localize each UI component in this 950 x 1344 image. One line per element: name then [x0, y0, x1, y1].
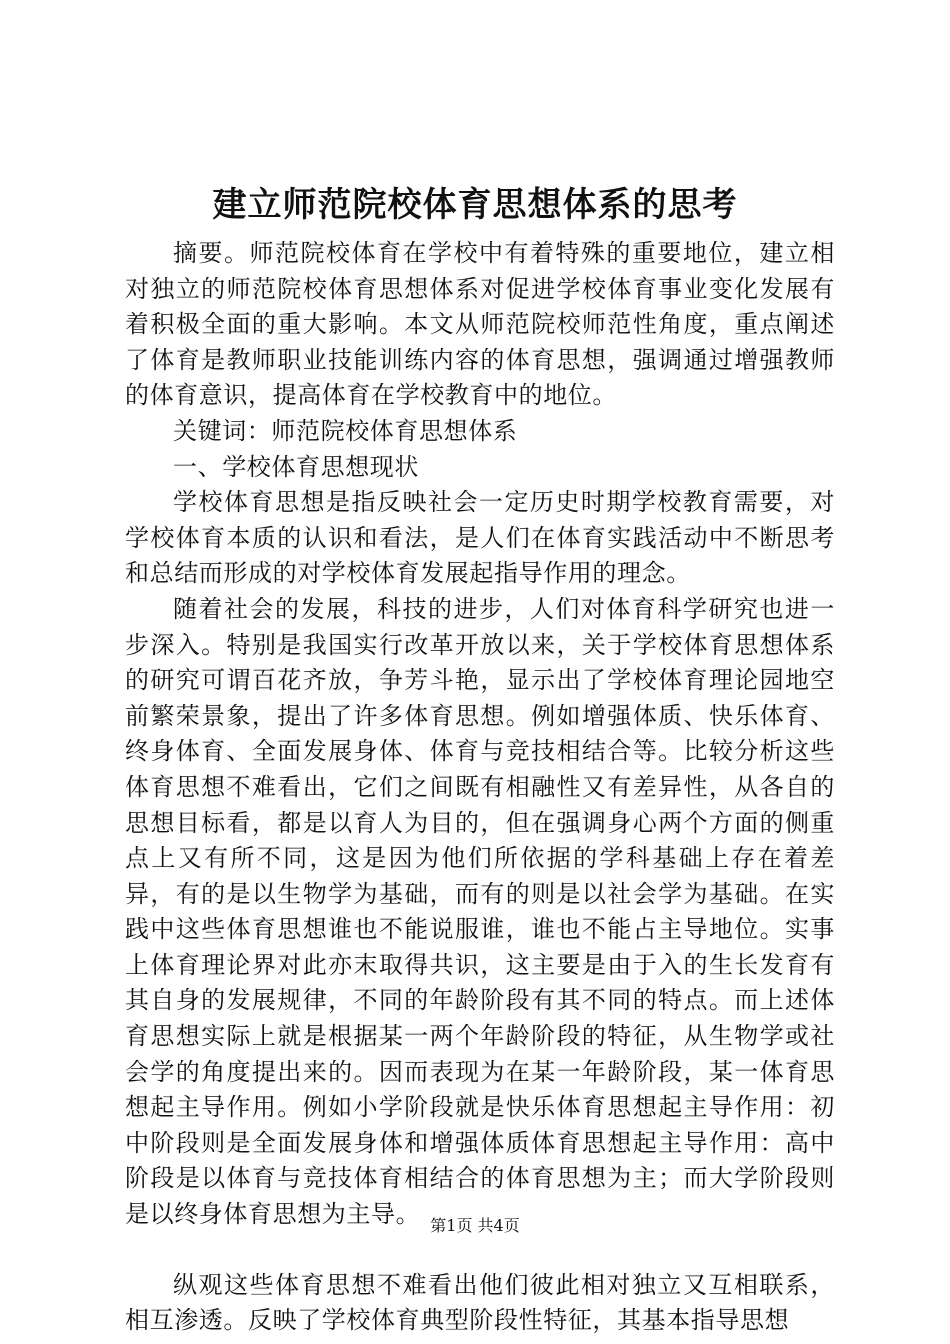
document-title: 建立师范院校体育思想体系的思考	[212, 185, 738, 225]
body-paragraph: 纵观这些体育思想不难看出他们彼此相对独立又互相联系，相互渗透。反映了学校体育典型阶段性特征，其基本指导思想	[125, 1270, 835, 1335]
keywords-line: 关键词：师范院校体育思想体系	[173, 416, 518, 445]
abstract-paragraph: 摘要。师范院校体育在学校中有着特殊的重要地位，建立相对独立的师范院校体育思想体系对促进学校体育事业变化发展有着积极全面的重大影响。本文从师范院校师范性角度，重点阐述了体育是教师职业技能训练内容的体育思想，强调通过增强教师的体育意识，提高体育在学校教育中的地位。	[125, 239, 835, 410]
page-number-footer: 第1页 共4页	[430, 1216, 520, 1235]
document-body	[125, 236, 835, 1339]
body-paragraph: 学校体育思想是指反映社会一定历史时期学校教育需要，对学校体育本质的认识和看法，是人们在体育实践活动中不断思考和总结而形成的对学校体育发展起指导作用的理念。	[125, 488, 835, 588]
body-paragraph: 随着社会的发展，科技的进步，人们对体育科学研究也进一步深入。特别是我国实行改革开放以来，关于学校体育思想体系的研究可谓百花齐放，争芳斗艳，显示出了学校体育理论园地空前繁荣景象，提出了许多体育思想。例如增强体质、快乐体育、终身体育、全面发展身体、体育与竞技相结合等。比较分析这些体育思想不难看出，它们之间既有相融性又有差异性，从各自的思想目标看，都是以育人为目的，但在强调身心两个方面的侧重点上又有所不同，这是因为他们所依据的学科基础上存在着差异，有的是以生物学为基础，而有的则是以社会学为基础。在实践中这些体育思想谁也不能说服谁，谁也不能占主导地位。实事上体育理论界对此亦末取得共识，这主要是由于入的生长发育有其自身的发展规律，不同的年龄阶段有其不同的特点。而上述体育思想实际上就是根据某一两个年龄阶段的特征，从生物学或社会学的角度提出来的。因而表现为在某一年龄阶段，某一体育思想起主导作用。例如小学阶段就是快乐体育思想起主导作用：初中阶段则是全面发展身体和增强体质体育思想起主导作用：高中阶段是以体育与竞技体育相结合的体育思想为主；而大学阶段则是以终身体育思想为主导。	[125, 594, 835, 1229]
section-heading: 一、学校体育思想现状	[173, 452, 419, 481]
